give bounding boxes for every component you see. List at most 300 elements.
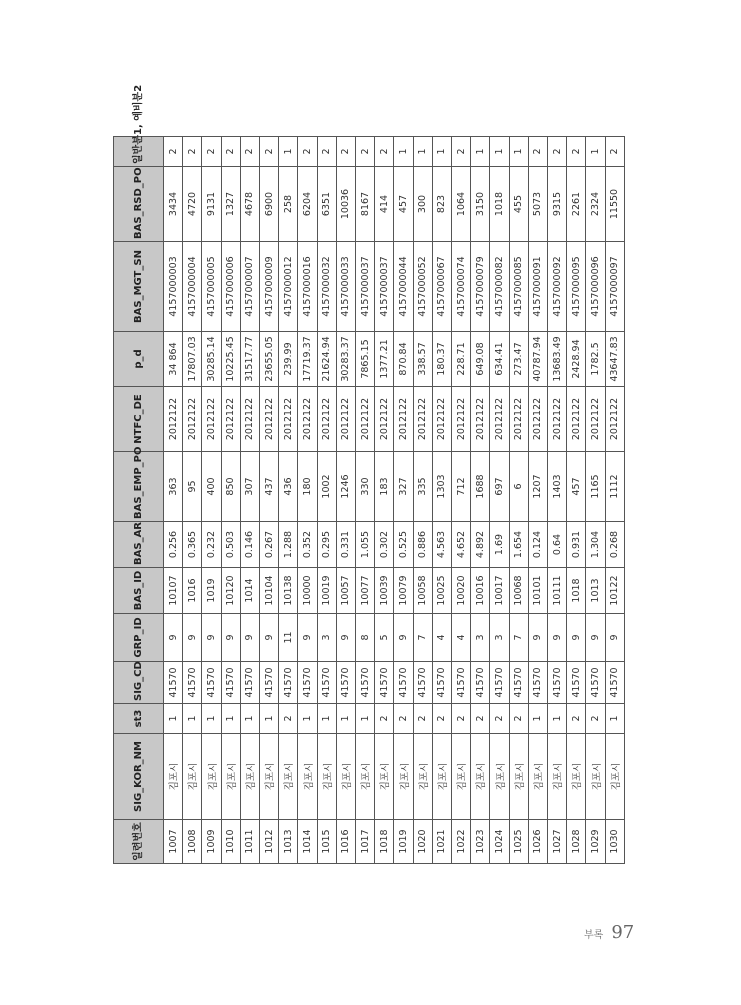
table-cell: 0.268: [605, 522, 624, 568]
table-cell: 2012122: [413, 387, 432, 452]
table-cell: 9131: [202, 167, 221, 242]
table-cell: 4: [432, 614, 451, 662]
table-cell: 6351: [317, 167, 336, 242]
table-cell: 2: [336, 137, 355, 167]
table-cell: 9: [221, 614, 240, 662]
table-cell: 0.331: [336, 522, 355, 568]
table-cell: 1018: [490, 167, 509, 242]
table-cell: 1.69: [490, 522, 509, 568]
table-cell: 697: [490, 452, 509, 522]
table-cell: 2012122: [548, 387, 567, 452]
table-cell: 1: [336, 704, 355, 734]
table-cell: 0.146: [240, 522, 259, 568]
table-cell: 41570: [375, 662, 394, 704]
table-cell: 17807.03: [183, 332, 202, 387]
table-row: [452, 137, 471, 864]
table-cell: 9: [260, 614, 279, 662]
table-cell: 2: [452, 137, 471, 167]
table-cell: 1: [202, 704, 221, 734]
table-cell: 1: [260, 704, 279, 734]
table-cell: 4157000079: [471, 242, 490, 332]
table-row: [336, 137, 355, 864]
table-cell: 김포시: [452, 734, 471, 820]
table-cell: 1327: [221, 167, 240, 242]
table-cell: 41570: [183, 662, 202, 704]
table-cell: 2012122: [509, 387, 528, 452]
table-cell: 41570: [567, 662, 586, 704]
table-row: [240, 137, 259, 864]
column-header: SIG_KOR_NM: [114, 734, 164, 820]
table-cell: 1: [298, 704, 317, 734]
table-cell: 10122: [605, 568, 624, 614]
table-cell: 4.652: [452, 522, 471, 568]
table-cell: 1011: [240, 820, 259, 864]
table-row: [183, 137, 202, 864]
table-cell: 300: [413, 167, 432, 242]
column-header: GRP_ID: [114, 614, 164, 662]
table-cell: 258: [279, 167, 298, 242]
column-header: BAS_MGT_SN: [114, 242, 164, 332]
table-cell: 1013: [279, 820, 298, 864]
table-cell: 김포시: [567, 734, 586, 820]
page-footer: [584, 922, 634, 943]
table-cell: 김포시: [183, 734, 202, 820]
table-cell: 1023: [471, 820, 490, 864]
table-cell: 40787.94: [528, 332, 547, 387]
table-cell: 2: [413, 704, 432, 734]
table-cell: 43647.83: [605, 332, 624, 387]
table-cell: 10057: [336, 568, 355, 614]
table-row: [279, 137, 298, 864]
table-cell: 1018: [567, 568, 586, 614]
table-row: [375, 137, 394, 864]
table-cell: 41570: [164, 662, 183, 704]
table-cell: 41570: [356, 662, 375, 704]
table-cell: 2: [221, 137, 240, 167]
table-cell: 1: [221, 704, 240, 734]
table-cell: 2428.94: [567, 332, 586, 387]
table-row: [586, 137, 605, 864]
column-header: BAS_EMP_PO: [114, 452, 164, 522]
table-cell: 4157000033: [336, 242, 355, 332]
table-cell: 2012122: [432, 387, 451, 452]
table-cell: 김포시: [394, 734, 413, 820]
table-cell: 1: [471, 137, 490, 167]
table-row: [202, 137, 221, 864]
column-header: SIG_CD: [114, 662, 164, 704]
table-cell: 김포시: [509, 734, 528, 820]
table-cell: 1: [356, 704, 375, 734]
table-cell: 2012122: [394, 387, 413, 452]
table-row: [394, 137, 413, 864]
table-cell: 김포시: [317, 734, 336, 820]
table-cell: 2: [183, 137, 202, 167]
table-row: [164, 137, 183, 864]
table-cell: 634.41: [490, 332, 509, 387]
table-cell: 30283.37: [336, 332, 355, 387]
table-cell: 1010: [221, 820, 240, 864]
table-cell: 1: [432, 137, 451, 167]
table-cell: 9: [202, 614, 221, 662]
table-cell: 2261: [567, 167, 586, 242]
table-cell: 10036: [336, 167, 355, 242]
table-cell: 870.84: [394, 332, 413, 387]
table-cell: 41570: [452, 662, 471, 704]
table-cell: 10101: [528, 568, 547, 614]
table-cell: 41570: [317, 662, 336, 704]
table-cell: 1688: [471, 452, 490, 522]
column-header: st3: [114, 704, 164, 734]
table-cell: 1024: [490, 820, 509, 864]
table-cell: 0.886: [413, 522, 432, 568]
table-cell: 김포시: [202, 734, 221, 820]
table-cell: 2012122: [317, 387, 336, 452]
column-header: 일련번호: [114, 820, 164, 864]
table-row: [605, 137, 624, 864]
table-cell: 823: [432, 167, 451, 242]
table-cell: 30285.14: [202, 332, 221, 387]
table-cell: 1: [586, 137, 605, 167]
table-cell: 3150: [471, 167, 490, 242]
table-cell: 335: [413, 452, 432, 522]
table-cell: 1: [164, 704, 183, 734]
table-cell: 95: [183, 452, 202, 522]
column-header: BAS_ID: [114, 568, 164, 614]
table-row: [548, 137, 567, 864]
table-cell: 7865.15: [356, 332, 375, 387]
table-cell: 2012122: [375, 387, 394, 452]
table-cell: 4157000096: [586, 242, 605, 332]
table-cell: 김포시: [586, 734, 605, 820]
table-cell: 김포시: [221, 734, 240, 820]
table-cell: 41570: [432, 662, 451, 704]
table-cell: 1246: [336, 452, 355, 522]
table-cell: 김포시: [260, 734, 279, 820]
table-cell: 1012: [260, 820, 279, 864]
table-cell: 김포시: [528, 734, 547, 820]
table-cell: 4157000012: [279, 242, 298, 332]
table-row: [221, 137, 240, 864]
table-cell: 김포시: [336, 734, 355, 820]
table-cell: 1019: [394, 820, 413, 864]
table-cell: 2: [356, 137, 375, 167]
table-cell: 4.892: [471, 522, 490, 568]
table-cell: 2: [164, 137, 183, 167]
table-row: [509, 137, 528, 864]
table-row: [356, 137, 375, 864]
table-cell: 10000: [298, 568, 317, 614]
table-cell: 3: [490, 614, 509, 662]
table-cell: 10225.45: [221, 332, 240, 387]
rotated-table-container: [113, 84, 625, 864]
table-cell: 0.256: [164, 522, 183, 568]
table-cell: 김포시: [164, 734, 183, 820]
table-cell: 4157000006: [221, 242, 240, 332]
table-cell: 2: [528, 137, 547, 167]
table-cell: 11550: [605, 167, 624, 242]
table-cell: 41570: [336, 662, 355, 704]
table-cell: 9: [298, 614, 317, 662]
table-cell: 7: [509, 614, 528, 662]
table-cell: 1014: [240, 568, 259, 614]
table-cell: 2: [279, 704, 298, 734]
table-cell: 10077: [356, 568, 375, 614]
table-cell: 1027: [548, 820, 567, 864]
table-body: [164, 137, 625, 864]
table-cell: 1007: [164, 820, 183, 864]
table-cell: 10068: [509, 568, 528, 614]
table-cell: 1019: [202, 568, 221, 614]
table-cell: 1.304: [586, 522, 605, 568]
table-cell: 1.055: [356, 522, 375, 568]
table-row: [317, 137, 336, 864]
table-cell: 1: [394, 137, 413, 167]
table-cell: 41570: [298, 662, 317, 704]
table-row: [490, 137, 509, 864]
table-cell: 2012122: [586, 387, 605, 452]
table-cell: 2012122: [336, 387, 355, 452]
table-cell: 41570: [528, 662, 547, 704]
table-cell: 2: [452, 704, 471, 734]
table-cell: 11: [279, 614, 298, 662]
table-cell: 1026: [528, 820, 547, 864]
table-cell: 2: [375, 137, 394, 167]
table-cell: 0.64: [548, 522, 567, 568]
table-cell: 338.57: [413, 332, 432, 387]
table-cell: 2: [260, 137, 279, 167]
table-cell: 4157000095: [567, 242, 586, 332]
column-header: BAS_AR: [114, 522, 164, 568]
table-cell: 김포시: [279, 734, 298, 820]
table-cell: 1403: [548, 452, 567, 522]
table-cell: 1002: [317, 452, 336, 522]
table-cell: 6204: [298, 167, 317, 242]
table-cell: 0.352: [298, 522, 317, 568]
table-cell: 3: [317, 614, 336, 662]
table-cell: 41570: [260, 662, 279, 704]
table-cell: 김포시: [605, 734, 624, 820]
table-cell: 1016: [336, 820, 355, 864]
table-cell: 1: [413, 137, 432, 167]
table-cell: 10079: [394, 568, 413, 614]
table-cell: 457: [394, 167, 413, 242]
table-cell: 1028: [567, 820, 586, 864]
table-cell: 436: [279, 452, 298, 522]
table-cell: 2: [298, 137, 317, 167]
table-cell: 김포시: [413, 734, 432, 820]
table-cell: 414: [375, 167, 394, 242]
table-cell: 10025: [432, 568, 451, 614]
table-cell: 180: [298, 452, 317, 522]
table-cell: 1: [183, 704, 202, 734]
table-header: [114, 84, 164, 864]
table-cell: 김포시: [490, 734, 509, 820]
table-cell: 10107: [164, 568, 183, 614]
table-cell: 1018: [375, 820, 394, 864]
table-cell: 400: [202, 452, 221, 522]
table-cell: 8: [356, 614, 375, 662]
table-cell: 1020: [413, 820, 432, 864]
table-cell: 4157000052: [413, 242, 432, 332]
table-cell: 1064: [452, 167, 471, 242]
table-cell: 2012122: [183, 387, 202, 452]
table-cell: 41570: [490, 662, 509, 704]
column-header: 일반분1, 예비분2: [114, 137, 164, 167]
table-cell: 0.302: [375, 522, 394, 568]
table-cell: 457: [567, 452, 586, 522]
table-cell: 1015: [317, 820, 336, 864]
table-cell: 2: [240, 137, 259, 167]
table-cell: 21624.94: [317, 332, 336, 387]
table-cell: 649.08: [471, 332, 490, 387]
table-cell: 1: [240, 704, 259, 734]
table-cell: 9: [605, 614, 624, 662]
table-cell: 1: [317, 704, 336, 734]
table-cell: 10017: [490, 568, 509, 614]
table-cell: 2012122: [490, 387, 509, 452]
table-cell: 2012122: [240, 387, 259, 452]
table-cell: 10020: [452, 568, 471, 614]
table-cell: 180.37: [432, 332, 451, 387]
table-cell: 307: [240, 452, 259, 522]
page-number: 97: [611, 922, 635, 943]
table-cell: 4157000016: [298, 242, 317, 332]
table-row: [413, 137, 432, 864]
table-cell: 9: [336, 614, 355, 662]
table-cell: 1: [548, 704, 567, 734]
table-cell: 2012122: [260, 387, 279, 452]
appendix-label: 부록: [584, 930, 604, 941]
table-cell: 0.124: [528, 522, 547, 568]
table-cell: 228.71: [452, 332, 471, 387]
data-table: [113, 84, 625, 864]
table-cell: 2012122: [298, 387, 317, 452]
column-header: NTFC_DE: [114, 387, 164, 452]
table-cell: 31517.77: [240, 332, 259, 387]
table-cell: 9: [528, 614, 547, 662]
table-cell: 327: [394, 452, 413, 522]
column-header: p_d: [114, 332, 164, 387]
table-cell: 13683.49: [548, 332, 567, 387]
table-cell: 2012122: [164, 387, 183, 452]
table-row: [528, 137, 547, 864]
table-cell: 17719.37: [298, 332, 317, 387]
table-cell: 10111: [548, 568, 567, 614]
table-cell: 4157000004: [183, 242, 202, 332]
table-cell: 2012122: [528, 387, 547, 452]
table-cell: 41570: [240, 662, 259, 704]
table-cell: 10120: [221, 568, 240, 614]
table-cell: 2012122: [279, 387, 298, 452]
table-cell: 2012122: [471, 387, 490, 452]
table-cell: 0.931: [567, 522, 586, 568]
table-row: [298, 137, 317, 864]
table-cell: 4157000091: [528, 242, 547, 332]
table-cell: 1: [605, 704, 624, 734]
table-cell: 41570: [394, 662, 413, 704]
table-cell: 4157000037: [375, 242, 394, 332]
table-cell: 5: [375, 614, 394, 662]
table-cell: 2: [509, 704, 528, 734]
table-cell: 273.47: [509, 332, 528, 387]
table-cell: 437: [260, 452, 279, 522]
table-cell: 1165: [586, 452, 605, 522]
table-cell: 1021: [432, 820, 451, 864]
table-cell: 2012122: [605, 387, 624, 452]
table-cell: 2: [317, 137, 336, 167]
table-cell: 4157000032: [317, 242, 336, 332]
table-cell: 2012122: [452, 387, 471, 452]
table-cell: 4157000009: [260, 242, 279, 332]
table-cell: 2: [375, 704, 394, 734]
table-cell: 712: [452, 452, 471, 522]
table-cell: 1014: [298, 820, 317, 864]
table-cell: 239.99: [279, 332, 298, 387]
table-cell: 1029: [586, 820, 605, 864]
table-cell: 1377.21: [375, 332, 394, 387]
table-cell: 4157000007: [240, 242, 259, 332]
table-cell: 2012122: [202, 387, 221, 452]
table-cell: 2: [567, 137, 586, 167]
table-cell: 34 864: [164, 332, 183, 387]
table-cell: 9: [183, 614, 202, 662]
table-cell: 1: [490, 137, 509, 167]
table-cell: 3: [471, 614, 490, 662]
table-cell: 0.525: [394, 522, 413, 568]
table-cell: 4157000037: [356, 242, 375, 332]
table-cell: 2012122: [221, 387, 240, 452]
table-cell: 1025: [509, 820, 528, 864]
table-cell: 8167: [356, 167, 375, 242]
table-cell: 4157000005: [202, 242, 221, 332]
table-cell: 4157000044: [394, 242, 413, 332]
table-cell: 1: [509, 137, 528, 167]
table-cell: 김포시: [356, 734, 375, 820]
table-cell: 9315: [548, 167, 567, 242]
table-row: [567, 137, 586, 864]
table-cell: 2: [567, 704, 586, 734]
table-cell: 1022: [452, 820, 471, 864]
table-cell: 6: [509, 452, 528, 522]
table-cell: 김포시: [548, 734, 567, 820]
table-cell: 4157000003: [164, 242, 183, 332]
table-cell: 1: [279, 137, 298, 167]
table-cell: 4157000085: [509, 242, 528, 332]
table-cell: 0.295: [317, 522, 336, 568]
table-cell: 183: [375, 452, 394, 522]
table-cell: 41570: [413, 662, 432, 704]
table-cell: 10019: [317, 568, 336, 614]
table-cell: 1008: [183, 820, 202, 864]
table-cell: 1030: [605, 820, 624, 864]
table-cell: 0.365: [183, 522, 202, 568]
table-cell: 2: [432, 704, 451, 734]
table-cell: 2012122: [567, 387, 586, 452]
table-cell: 1.654: [509, 522, 528, 568]
table-cell: 41570: [509, 662, 528, 704]
table-cell: 2: [202, 137, 221, 167]
table-cell: 4157000097: [605, 242, 624, 332]
table-cell: 23655.05: [260, 332, 279, 387]
table-cell: 0.232: [202, 522, 221, 568]
table-row: [471, 137, 490, 864]
table-cell: 4157000092: [548, 242, 567, 332]
table-cell: 41570: [586, 662, 605, 704]
table-cell: 2: [490, 704, 509, 734]
table-cell: 김포시: [298, 734, 317, 820]
table-cell: 5073: [528, 167, 547, 242]
table-cell: 41570: [279, 662, 298, 704]
